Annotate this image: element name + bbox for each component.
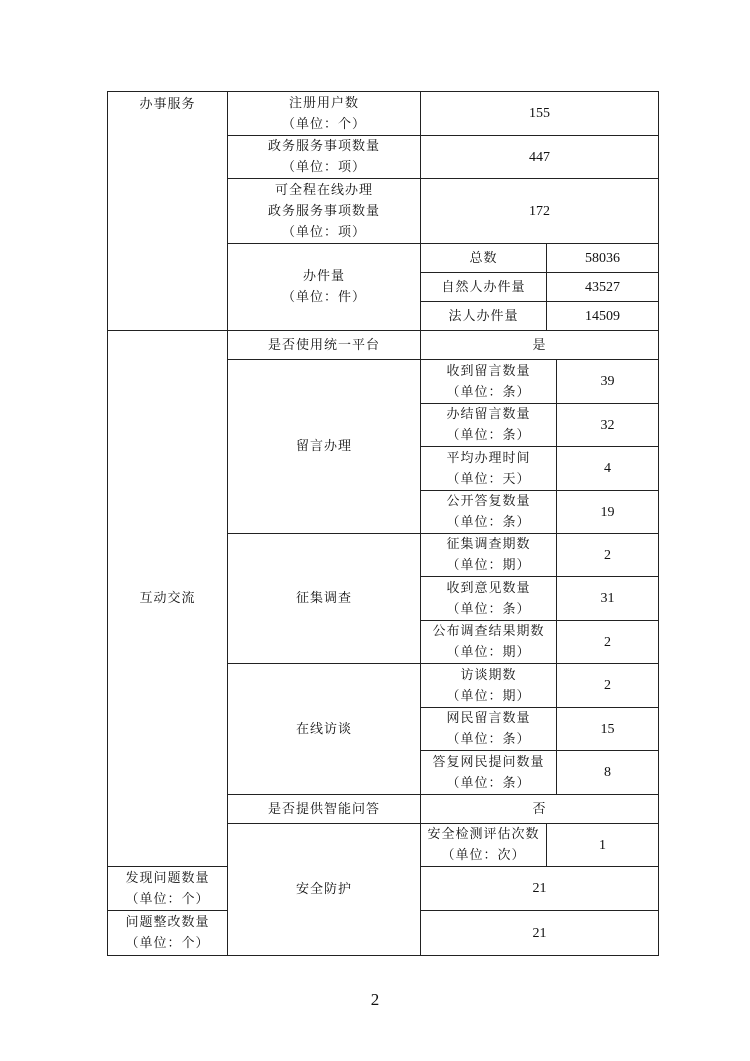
group-online-interview: 在线访谈 (228, 664, 421, 795)
handling-total-value: 58036 (547, 244, 659, 273)
value-completed-messages: 32 (557, 404, 659, 447)
metric-received-opinions: 收到意见数量 （单位：条） (421, 577, 557, 621)
metric-online-service-items: 可全程在线办理 政务服务事项数量 （单位：项） (228, 179, 421, 244)
value-netizen-messages: 15 (557, 708, 659, 751)
value-problems-found: 21 (421, 867, 659, 911)
value-published-survey-results: 2 (557, 621, 659, 664)
metric-survey-periods: 征集调查期数 （单位：期） (421, 534, 557, 577)
metric-smart-qa: 是否提供智能问答 (228, 795, 421, 824)
metric-received-messages: 收到留言数量 （单位：条） (421, 360, 557, 404)
value-registered-users: 155 (421, 92, 659, 136)
value-interview-periods: 2 (557, 664, 659, 708)
value-problems-fixed: 21 (421, 911, 659, 956)
metric-public-replies: 公开答复数量 （单位：条） (421, 491, 557, 534)
value-received-messages: 39 (557, 360, 659, 404)
handling-natural-person-value: 43527 (547, 273, 659, 302)
handling-total-label: 总数 (421, 244, 547, 273)
category-interaction: 互动交流 (108, 331, 228, 867)
metric-published-survey-results: 公布调查结果期数 （单位：期） (421, 621, 557, 664)
value-security-assessments: 1 (547, 824, 659, 867)
metric-netizen-messages: 网民留言数量 （单位：条） (421, 708, 557, 751)
metric-registered-users: 注册用户数 （单位：个） (228, 92, 421, 136)
metric-average-handling-time: 平均办理时间 （单位：天） (421, 447, 557, 491)
value-service-items: 447 (421, 136, 659, 179)
group-survey: 征集调查 (228, 534, 421, 664)
metric-completed-messages: 办结留言数量 （单位：条） (421, 404, 557, 447)
category-office-service: 办事服务 (108, 92, 228, 331)
metric-problems-found: 发现问题数量 （单位：个） (108, 867, 228, 911)
metric-service-items: 政务服务事项数量 （单位：项） (228, 136, 421, 179)
value-survey-periods: 2 (557, 534, 659, 577)
metric-security-assessments: 安全检测评估次数 （单位：次） (421, 824, 547, 867)
value-received-opinions: 31 (557, 577, 659, 621)
handling-natural-person-label: 自然人办件量 (421, 273, 547, 302)
page-number: 2 (370, 990, 380, 1009)
value-online-service-items: 172 (421, 179, 659, 244)
handling-legal-person-value: 14509 (547, 302, 659, 331)
value-average-handling-time: 4 (557, 447, 659, 491)
value-unified-platform: 是 (421, 331, 659, 360)
category-security: 安全防护 (228, 824, 421, 956)
group-message-handling: 留言办理 (228, 360, 421, 534)
value-public-replies: 19 (557, 491, 659, 534)
metric-handling-volume: 办件量 （单位：件） (228, 244, 421, 331)
metric-interview-periods: 访谈期数 （单位：期） (421, 664, 557, 708)
statistics-table (107, 91, 659, 956)
handling-legal-person-label: 法人办件量 (421, 302, 547, 331)
metric-problems-fixed: 问题整改数量 （单位：个） (108, 911, 228, 956)
value-smart-qa: 否 (421, 795, 659, 824)
metric-answered-questions: 答复网民提问数量 （单位：条） (421, 751, 557, 795)
value-answered-questions: 8 (557, 751, 659, 795)
metric-unified-platform: 是否使用统一平台 (228, 331, 421, 360)
